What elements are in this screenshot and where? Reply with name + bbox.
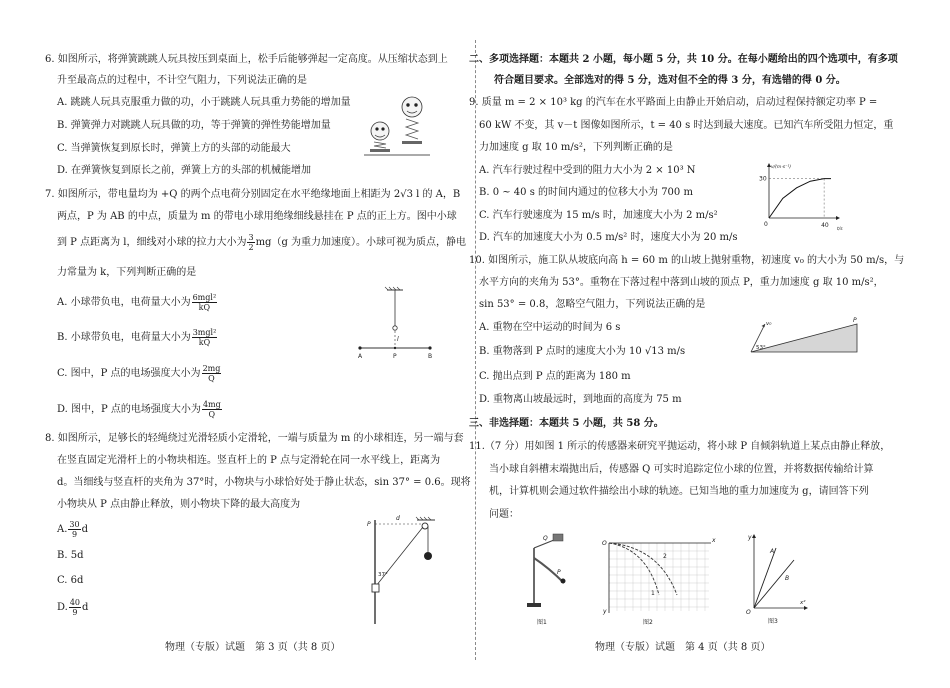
hanging-ball [424, 552, 432, 560]
label-curve-2: 2 [663, 553, 667, 560]
label-p: P [853, 317, 857, 324]
q9-vt-chart [757, 162, 847, 232]
label-o: O [746, 609, 751, 616]
x-tick-0: 0 [764, 221, 768, 228]
label-53deg: 53° [756, 345, 766, 351]
q10-option-c: C. 抛出点到 P 点的距离为 180 m [479, 371, 631, 382]
q9-stem-line2: 60 kW 不变，其 v－t 图像如图所示，t = 40 s 时达到最大速度。已知汽车所受阻力恒定，重 [479, 120, 894, 131]
spring-toy-compressed [370, 122, 390, 152]
section3-heading: 三、非选择题：本题共 5 小题，共 58 分。 [469, 418, 664, 429]
label-d: d [396, 515, 400, 522]
slider-block [372, 584, 379, 592]
q10-option-b: B. 重物落到 P 点时的速度大小为 10 √13 m/s [479, 346, 686, 357]
hill-slope [751, 324, 857, 352]
label-y: y [748, 534, 752, 541]
q7-option-a: A. 小球带负电，电荷量大小为 $\frac{\text{6mgl²}}{kQ}$ [57, 293, 217, 312]
x-axis-label: t/s [837, 227, 843, 232]
q6-option-a: A. 跳跳人玩具克服重力做的功，小于跳跳人玩具重力势能的增加量 [57, 97, 351, 108]
q10-stem-line3: sin 53° = 0.8，忽略空气阻力，下列说法正确的是 [479, 299, 706, 310]
vt-curve [769, 179, 831, 218]
label-b: B [785, 575, 790, 582]
q7-fraction-3-2: $\frac{3}{2}$ [248, 233, 254, 252]
figure1-caption: 图1 [537, 619, 547, 626]
q6-option-d: D. 在弹簧恢复到原长之前，弹簧上方的头部的机械能增加 [57, 165, 312, 176]
y-tick-30: 30 [759, 175, 767, 183]
q11-line2: 当小球自斜槽末端抛出后，传感器 Q 可实时追踪定位小球的位置，并将数据传输给计算 [489, 464, 874, 475]
section2-heading-line2: 符合题目要求。全部选对的得 5 分，选对但不全的得 3 分，有选错的得 0 分。 [494, 75, 846, 86]
label-angle: 37° [378, 572, 388, 578]
label-a: A [770, 548, 775, 555]
q8-option-b: B. 5d [57, 550, 84, 561]
label-v0: v₀ [766, 321, 772, 327]
q9-option-a: A. 汽车行驶过程中受到的阻力大小为 2 × 10³ N [479, 165, 696, 176]
q7-option-c: C. 图中，P 点的电场强度大小为 $\frac{2mg}{Q}$ [57, 364, 221, 383]
q6-stem-line1: 6. 如图所示，将弹簧跳跳人玩具按压到桌面上，松手后能够弹起一定高度。从压缩状态到上 [45, 54, 448, 65]
q8-option-d: D. $\frac{40}{9}$ d [57, 598, 89, 617]
q8-figure-pulley [365, 512, 440, 627]
label-y: y [603, 608, 607, 615]
q8-option-a: A. $\frac{30}{9}$ d [57, 520, 88, 539]
q6-option-b: B. 弹簧弹力对跳跳人玩具做的功，等于弹簧的弹性势能增加量 [57, 120, 331, 131]
label-a: A [358, 353, 363, 360]
label-curve-1: 1 [651, 590, 655, 597]
label-o: O [602, 540, 607, 547]
q7-stem-line3: 到 P 点距离为 l，细线对小球的拉力大小为 $\frac{3}{2}$ mg（g 为重力加速度）。小球可视为质点，静电 [57, 233, 467, 252]
q8-stem-line2: 在竖直固定光滑杆上的小物块相连。竖直杆上的 P 点与定滑轮在同一水平线上，距离为 [57, 455, 441, 466]
q7-stem-line4: 力常量为 k，下列判断正确的是 [57, 267, 197, 278]
figure3-caption: 图3 [768, 618, 778, 625]
q11-figure1-apparatus [519, 528, 579, 628]
trajectory-2 [609, 543, 677, 595]
q9-option-c: C. 汽车行驶速度为 15 m/s 时，加速度大小为 2 m/s² [479, 210, 718, 221]
left-footer: 物理（专版）试题 第 3 页（共 8 页） [165, 642, 341, 653]
x-axis-arrow [836, 216, 840, 220]
q11-line3: 机，计算机则会通过软件描绘出小球的轨迹。已知当地的重力加速度为 g，请回答下列 [489, 486, 869, 497]
line-b [754, 560, 794, 608]
q6-option-c: C. 当弹簧恢复到原长时，弹簧上方的头部的动能最大 [57, 143, 291, 154]
label-q: Q [543, 535, 548, 542]
q9-stem-line3: 力加速度 g 取 10 m/s²，下列判断正确的是 [479, 142, 673, 153]
section2-heading-line1: 二、多项选择题：本题共 2 小题，每小题 5 分，共 10 分。在每小题给出的四个选项中，有多项 [469, 54, 898, 65]
q8-stem-line4: 小物块从 P 点由静止释放，则小物块下降的最大高度为 [57, 499, 301, 510]
figure2-caption: 图2 [643, 619, 653, 626]
charged-ball [393, 326, 397, 330]
q11-line1: 11.（7 分）用如图 1 所示的传感器来研究平抛运动，将小球 P 自倾斜轨道上某点由静止释放， [469, 441, 891, 452]
q9-option-b: B. 0 ~ 40 s 的时间内通过的位移大小为 700 m [479, 187, 693, 198]
pulley [422, 523, 428, 529]
base [527, 603, 541, 607]
q9-option-d: D. 汽车的加速度大小为 0.5 m/s² 时，速度大小为 20 m/s [479, 232, 738, 243]
q11-figure2-trajectories [599, 533, 719, 628]
q7-stem-line1: 7. 如图所示，带电量均为 +Q 的两个点电荷分别固定在水平绝缘地面上相距为 2√3 l 的 A，B [45, 189, 461, 200]
spring-toy-extended [402, 97, 422, 144]
q7-option-d: D. 图中，P 点的电场强度大小为 $\frac{4mg}{Q}$ [57, 400, 221, 419]
ball-p [561, 579, 566, 584]
q10-stem-line1: 10. 如图所示，施工队从坡底向高 h = 60 m 的山坡上抛射重物，初速度 v₀ 的大小为 50 m/s，与 [469, 255, 905, 266]
label-x2: x² [800, 600, 806, 606]
grid [609, 543, 709, 611]
right-page [469, 0, 950, 688]
right-footer: 物理（专版）试题 第 4 页（共 8 页） [595, 642, 771, 653]
y-axis-label: v/(m·s⁻¹) [771, 165, 792, 170]
q11-figure3-graph [740, 530, 810, 628]
label-b: B [428, 353, 433, 360]
q6-stem-line2: 升至最高点的过程中，不计空气阻力，下列说法正确的是 [57, 75, 307, 86]
q8-option-c: C. 6d [57, 575, 84, 586]
q10-figure-slope [747, 318, 862, 358]
q8-stem-line1: 8. 如图所示，足够长的轻绳绕过光滑轻质小定滑轮，一端与质量为 m 的小球相连，另一端与套 [45, 433, 464, 444]
q11-line4: 问题： [489, 509, 519, 520]
label-l: l [397, 336, 399, 343]
sensor-q [553, 534, 563, 541]
q10-stem-line2: 水平方向的夹角为 53°。重物在下落过程中落到山坡的顶点 P，重力加速度 g 取 10 m/s²， [479, 277, 884, 288]
label-p: P [393, 353, 397, 360]
q7-figure-charges [356, 288, 436, 358]
q10-option-d: D. 重物离山坡最远时，到地面的高度为 75 m [479, 394, 682, 405]
x-tick-40: 40 [821, 222, 829, 229]
q7-option-b: B. 小球带负电，电荷量大小为 $\frac{\text{3mgl²}}{kQ}$ [57, 328, 217, 347]
label-x: x [712, 537, 716, 544]
line-a [754, 548, 776, 608]
label-p: P [557, 569, 561, 576]
q8-stem-line3: d。当细线与竖直杆的夹角为 37°时，小物块与小球恰好处于静止状态，sin 37° = 0.6。现将 [57, 477, 471, 488]
q9-stem-line1: 9. 质量 m = 2 × 10³ kg 的汽车在水平路面上由静止开始启动，启动过程保持额定功率 P = [469, 97, 878, 108]
label-p: P [367, 521, 371, 528]
q6-figure-spring-toys [362, 95, 432, 165]
q7-stem-line2: 两点，P 为 AB 的中点，质量为 m 的带电小球用绝缘细线悬挂在 P 点的正上方。图中小球 [57, 211, 457, 222]
q10-option-a: A. 重物在空中运动的时间为 6 s [479, 322, 621, 333]
trajectory-1 [609, 543, 659, 595]
